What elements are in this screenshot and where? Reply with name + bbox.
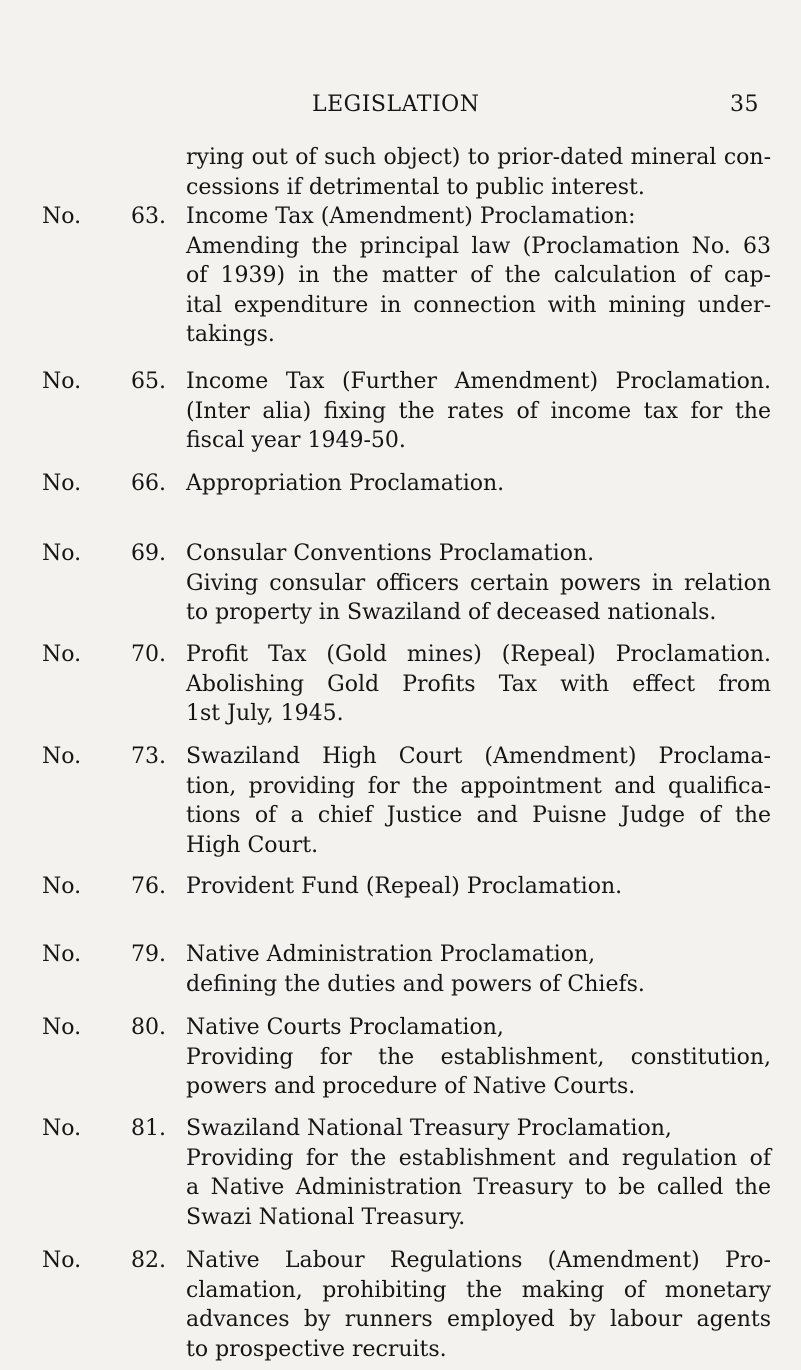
entry-number: 65. — [131, 369, 166, 394]
continued-text — [186, 143, 771, 202]
page-number: 35 — [730, 92, 759, 117]
entry-line: Profit Tax (Gold mines) (Repeal) Proclamation. — [186, 642, 771, 667]
entry-line: to prospective recruits. — [186, 1336, 447, 1362]
entry-prefix: No. — [42, 369, 82, 394]
entry-number: 76. — [131, 874, 166, 899]
entry-text — [186, 539, 771, 628]
entry-line: 1st July, 1945. — [186, 701, 344, 726]
entry-line: Provident Fund (Repeal) Proclamation. — [186, 874, 623, 899]
entry-number: 70. — [131, 642, 166, 667]
entry-prefix: No. — [42, 744, 82, 769]
entry-number: 79. — [131, 942, 166, 967]
entry-line: Swaziland High Court (Amendment) Proclama- — [186, 744, 771, 769]
entry-prefix: No. — [42, 874, 82, 899]
entry-text — [186, 940, 771, 999]
entry-line: Income Tax (Further Amendment) Proclamation. — [186, 369, 771, 394]
entry-line: a Native Administration Treasury to be called the — [186, 1175, 771, 1200]
entry-line: Appropriation Proclamation. — [186, 471, 505, 496]
entry-line: Giving consular officers certain powers in relation — [186, 570, 771, 596]
entry-text — [186, 640, 771, 729]
entry-line: to property in Swaziland of deceased nationals. — [186, 600, 717, 625]
entry-prefix: No. — [42, 471, 82, 496]
entry-line: fiscal year 1949-50. — [186, 428, 406, 453]
entry-line: Income Tax (Amendment) Proclamation: — [186, 204, 636, 229]
entry-number: 69. — [131, 541, 166, 566]
entry-prefix: No. — [42, 1015, 82, 1040]
entry-number: 82. — [131, 1248, 166, 1273]
entry-number: 66. — [131, 471, 166, 496]
entry-line: ital expenditure in connection with mining under- — [186, 292, 771, 318]
entry-prefix: No. — [42, 642, 82, 667]
entry-text — [186, 202, 771, 350]
entry-line: High Court. — [186, 832, 319, 858]
entry-line: clamation, prohibiting the making of monetary — [186, 1277, 771, 1303]
entry-text — [186, 469, 771, 499]
entry-line: of 1939) in the matter of the calculation of cap- — [186, 263, 771, 288]
entry-line: Abolishing Gold Profits Tax with effect from — [186, 671, 771, 697]
running-head — [0, 92, 801, 122]
entry-text — [186, 1114, 771, 1232]
entry-line: Native Labour Regulations (Amendment) Pro- — [186, 1248, 771, 1273]
entry-line: powers and procedure of Native Courts. — [186, 1074, 636, 1099]
continued-line: rying out of such object) to prior-dated mineral con- — [186, 145, 771, 170]
entry-line: Native Courts Proclamation, — [186, 1015, 504, 1040]
entry-number: 80. — [131, 1015, 166, 1040]
entry-line: Consular Conventions Proclamation. — [186, 541, 595, 566]
entry-line: Providing for the establishment, constitution, — [186, 1044, 771, 1070]
entry-line: Native Administration Proclamation, — [186, 942, 596, 967]
entry-prefix: No. — [42, 942, 82, 967]
entry-line: Providing for the establishment and regulation of — [186, 1145, 771, 1171]
entry-line: Amending the principal law (Proclamation No. 63 — [186, 233, 771, 259]
entry-number: 63. — [131, 204, 166, 229]
entry-prefix: No. — [42, 541, 82, 566]
entry-text — [186, 367, 771, 456]
entry-line: Swaziland National Treasury Proclamation, — [186, 1116, 672, 1141]
entry-number: 81. — [131, 1116, 166, 1141]
entry-line: advances by runners employed by labour agents — [186, 1307, 771, 1332]
entry-line: (Inter alia) fixing the rates of income tax for the — [186, 398, 771, 424]
entry-line: Swazi National Treasury. — [186, 1204, 466, 1230]
entry-number: 73. — [131, 744, 166, 769]
entry-prefix: No. — [42, 1116, 82, 1141]
entry-text — [186, 742, 771, 860]
entry-prefix: No. — [42, 204, 82, 229]
entry-text — [186, 1246, 771, 1364]
continued-line: cessions if detrimental to public interest. — [186, 174, 645, 200]
entry-line: takings. — [186, 322, 275, 347]
entry-text — [186, 1013, 771, 1102]
entry-prefix: No. — [42, 1248, 82, 1273]
running-title: LEGISLATION — [312, 92, 480, 117]
entry-line: tions of a chief Justice and Puisne Judge of the — [186, 803, 771, 828]
entry-line: defining the duties and powers of Chiefs. — [186, 971, 645, 997]
entry-text — [186, 872, 771, 902]
entry-line: tion, providing for the appointment and qualifica- — [186, 773, 771, 799]
